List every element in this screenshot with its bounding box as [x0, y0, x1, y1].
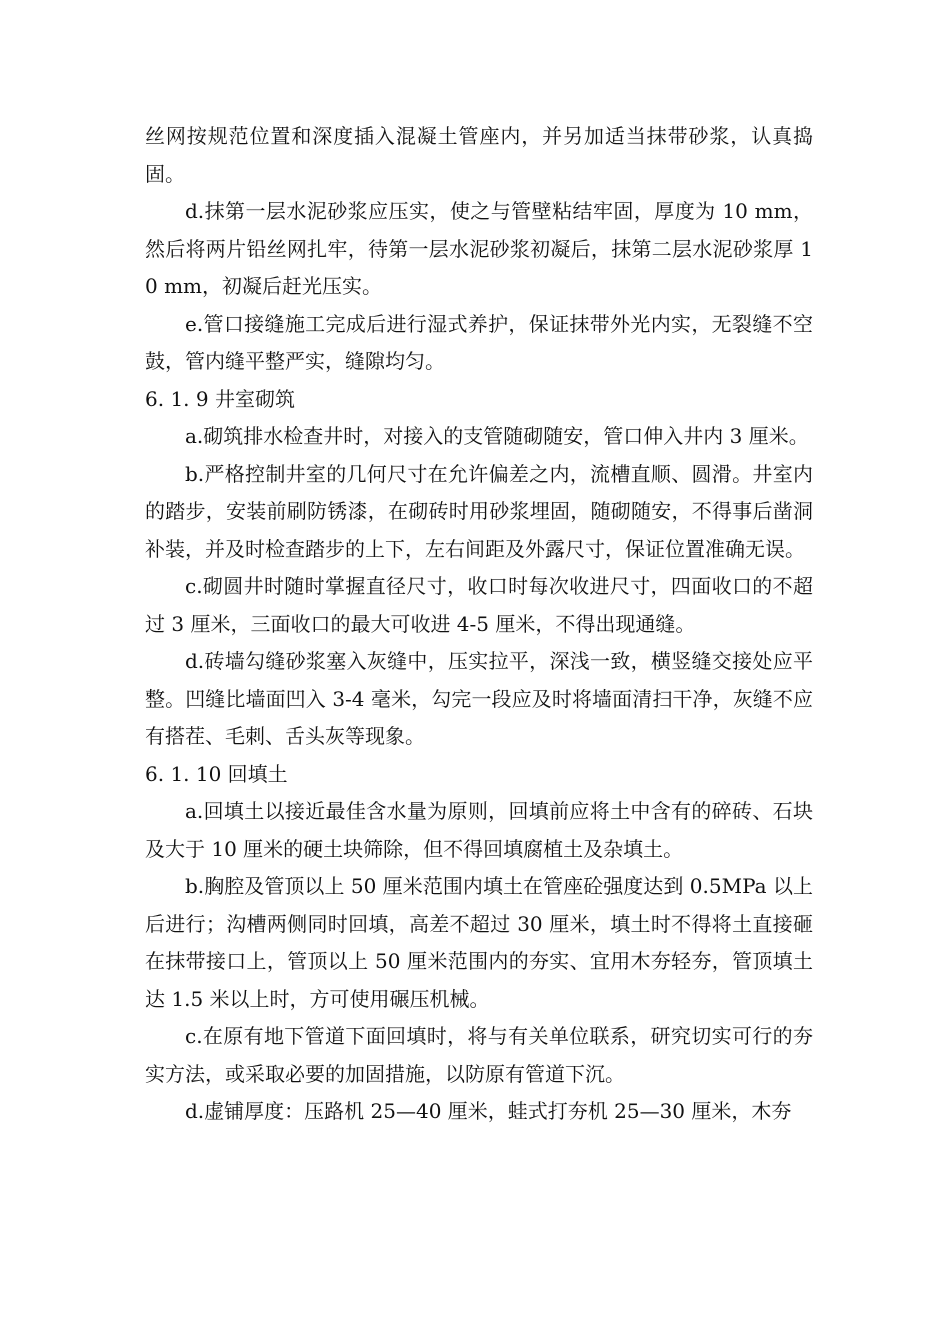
- document-page: [145, 118, 813, 1131]
- paragraph-b-backfill: b.胸腔及管顶以上 50 厘米范围内填土在管座砼强度达到 0.5MPa 以上后进行；沟槽两侧同时回填，高差不超过 30 厘米，填土时不得将土直接砸在抹带接口上，管顶以上 50 厘米范围内的夯实、宜用木夯轻夯，管顶填土达 1.5 米以上时，方可使用碾压机械。: [145, 874, 813, 1011]
- paragraph-b-dimensions: b.严格控制井室的几何尺寸在允许偏差之内，流槽直顺、圆滑。井室内的踏步，安装前刷防锈漆，在砌砖时用砂浆埋固，随砌随安，不得事后凿洞补装，并及时检查踏步的上下，左右间距及外露尺寸，保证位置准确无误。: [145, 461, 813, 561]
- paragraph-a-manhole: a.砌筑排水检查井时，对接入的支管随砌随安，管口伸入井内 3 厘米。: [185, 424, 809, 448]
- section-heading-6-1-10: 6. 1. 10 回填土: [145, 761, 288, 786]
- paragraph-a-backfill: a.回填土以接近最佳含水量为原则，回填前应将土中含有的碎砖、石块及大于 10 厘米的硬土块筛除，但不得回填腐植土及杂填土。: [145, 799, 813, 861]
- section-heading-6-1-9: 6. 1. 9 井室砌筑: [145, 386, 295, 411]
- paragraph-e-curing: e.管口接缝施工完成后进行湿式养护，保证抹带外光内实，无裂缝不空鼓，管内缝平整严实，缝隙均匀。: [145, 311, 813, 373]
- paragraph-d-plastering: d.抹第一层水泥砂浆应压实，使之与管壁粘结牢固，厚度为 10 mm，然后将两片铅丝网扎牢，待第一层水泥砂浆初凝后，抹第二层水泥砂浆厚 10 mm，初凝后赶光压实。: [145, 199, 813, 298]
- paragraph-c-backfill: c.在原有地下管道下面回填时，将与有关单位联系，研究切实可行的夯实方法，或采取必要的加固措施，以防原有管道下沉。: [145, 1024, 813, 1086]
- paragraph-continued: 丝网按规范位置和深度插入混凝土管座内，并另加适当抹带砂浆，认真捣固。: [145, 124, 813, 186]
- paragraph-d-thickness: d.虚铺厚度：压路机 25—40 厘米，蛙式打夯机 25—30 厘米，木夯: [185, 1099, 792, 1123]
- paragraph-c-round-well: c.砌圆井时随时掌握直径尺寸，收口时每次收进尺寸，四面收口的不超过 3 厘米，三面收口的最大可收进 4-5 厘米，不得出现通缝。: [145, 574, 813, 636]
- paragraph-d-pointing: d.砖墙勾缝砂浆塞入灰缝中，压实拉平，深浅一致，横竖缝交接处应平整。凹缝比墙面凹入 3-4 毫米，勾完一段应及时将墙面清扫干净，灰缝不应有搭茬、毛刺、舌头灰等现象。: [145, 649, 813, 748]
